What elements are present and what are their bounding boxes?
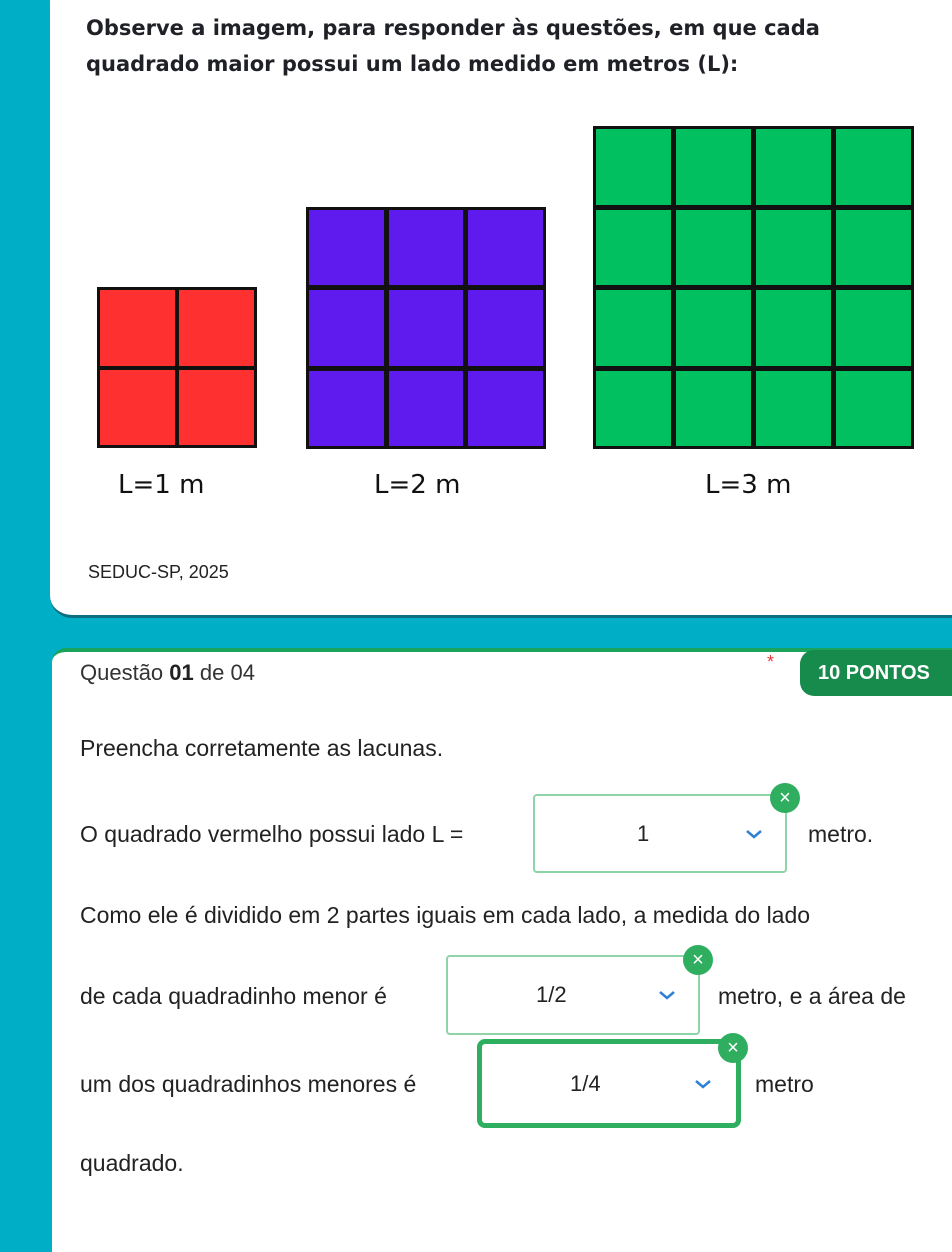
question-number: 01 <box>169 660 194 685</box>
source-credit: SEDUC-SP, 2025 <box>88 562 229 582</box>
clear-answer-3-icon[interactable]: × <box>718 1033 748 1063</box>
grid-cell <box>596 129 671 205</box>
intro-text: Observe a imagem, para responder às questões, em que cada quadrado maior possui um lado medido em metros (L): <box>86 16 820 76</box>
red-square-figure <box>97 287 257 448</box>
grid-cell <box>100 290 175 366</box>
dropdown-value: 1/2 <box>536 982 567 1007</box>
chevron-down-icon <box>658 989 676 1001</box>
chevron-down-icon <box>694 1078 712 1090</box>
answer-dropdown-2[interactable] <box>446 955 700 1035</box>
dropdown-value: 1 <box>637 820 650 846</box>
grid-cell <box>309 210 384 285</box>
grid-cell <box>389 290 464 365</box>
grid-cell <box>676 210 751 286</box>
grid-cell <box>676 371 751 447</box>
red-square-label: L=1 m <box>118 470 205 500</box>
dropdown-value: 1/4 <box>570 1070 601 1096</box>
clear-answer-1-icon[interactable]: × <box>770 783 800 813</box>
chevron-down-icon <box>745 828 763 840</box>
question-counter <box>80 660 255 686</box>
line1-text-after: metro. <box>808 821 874 847</box>
line3-text-after: metro, e a área de <box>718 983 906 1009</box>
question-instruction: Preencha corretamente as lacunas. <box>80 735 444 761</box>
grid-cell <box>756 210 831 286</box>
line4-text-after: metro <box>755 1071 814 1097</box>
grid-cell <box>596 290 671 366</box>
grid-cell <box>676 129 751 205</box>
grid-cell <box>836 129 911 205</box>
answer-dropdown-3[interactable] <box>477 1039 741 1128</box>
purple-square-figure <box>306 207 546 449</box>
grid-cell <box>179 290 254 366</box>
grid-cell <box>676 290 751 366</box>
grid-cell <box>100 370 175 446</box>
line3-text-before: de cada quadradinho menor é <box>80 983 387 1009</box>
grid-cell <box>309 371 384 446</box>
required-marker: * <box>767 652 775 672</box>
grid-cell <box>468 210 543 285</box>
line2-text: Como ele é dividido em 2 partes iguais em cada lado, a medida do lado <box>80 902 811 928</box>
grid-cell <box>836 210 911 286</box>
question-counter-suffix: de 04 <box>193 660 255 685</box>
green-square-label: L=3 m <box>705 470 792 500</box>
grid-cell <box>468 290 543 365</box>
clear-answer-2-icon[interactable]: × <box>683 945 713 975</box>
grid-cell <box>309 290 384 365</box>
line4-text-before: um dos quadradinhos menores é <box>80 1071 417 1097</box>
line1-text-before: O quadrado vermelho possui lado L = <box>80 821 464 847</box>
line5-text: quadrado. <box>80 1150 184 1176</box>
grid-cell <box>389 371 464 446</box>
grid-cell <box>836 371 911 447</box>
grid-cell <box>468 371 543 446</box>
green-square-figure <box>593 126 914 449</box>
grid-cell <box>756 371 831 447</box>
grid-cell <box>179 370 254 446</box>
grid-cell <box>756 290 831 366</box>
answer-dropdown-1[interactable] <box>533 794 787 873</box>
grid-cell <box>836 290 911 366</box>
grid-cell <box>596 371 671 447</box>
purple-square-label: L=2 m <box>374 470 461 500</box>
grid-cell <box>756 129 831 205</box>
question-counter-prefix: Questão <box>80 660 170 685</box>
grid-cell <box>596 210 671 286</box>
points-badge: 10 PONTOS <box>800 650 952 696</box>
grid-cell <box>389 210 464 285</box>
